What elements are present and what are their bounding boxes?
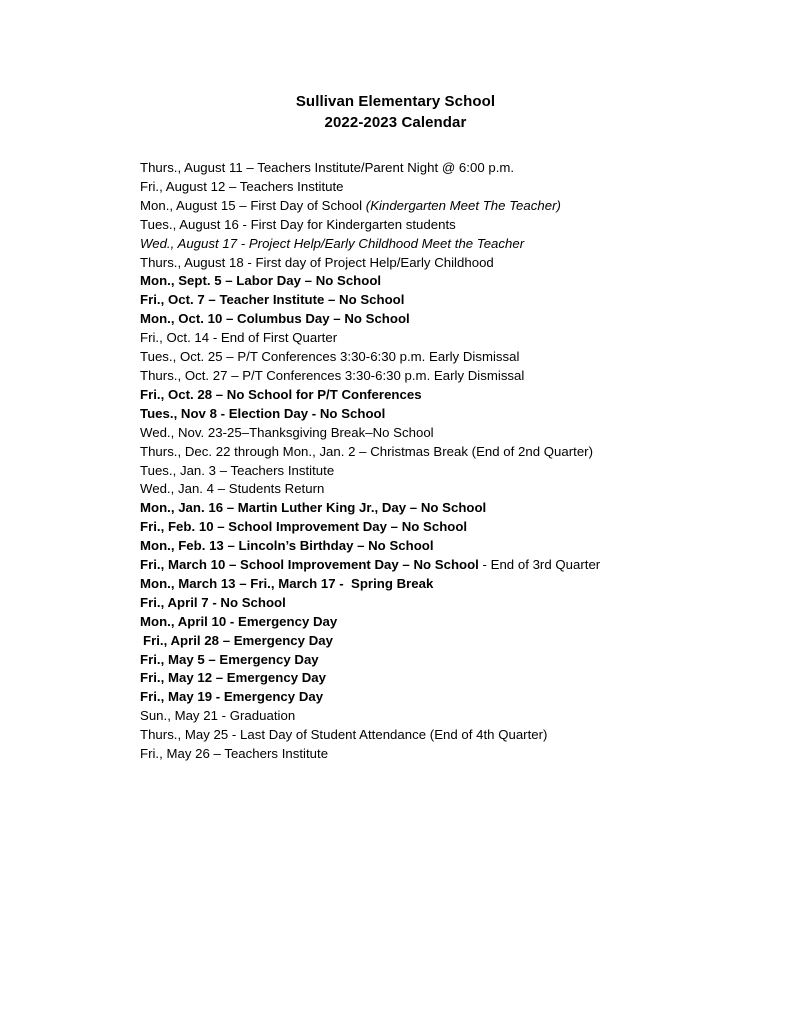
calendar-entry-text: Fri., April 7 - No School bbox=[140, 594, 286, 610]
calendar-entry-text: Fri., Feb. 10 – School Improvement Day – No School bbox=[140, 519, 468, 535]
calendar-entry-text: Fri., March 10 – School Improvement Day – No School bbox=[140, 557, 479, 573]
calendar-entry bbox=[140, 159, 740, 178]
calendar-entry bbox=[140, 499, 740, 518]
calendar-entry-text: Fri., Oct. 7 – Teacher Institute – No School bbox=[140, 292, 405, 308]
calendar-entry-text: Fri., Oct. 14 - End of First Quarter bbox=[140, 330, 338, 346]
calendar-entry-text: Mon., Oct. 10 – Columbus Day – No School bbox=[140, 311, 410, 327]
calendar-entry bbox=[140, 443, 740, 462]
calendar-entry bbox=[140, 575, 740, 594]
calendar-entry bbox=[140, 726, 740, 745]
calendar-entry bbox=[140, 518, 740, 537]
page-title-school-name: Sullivan Elementary School bbox=[295, 93, 496, 110]
calendar-entry-text: Fri., August 12 – Teachers Institute bbox=[140, 178, 344, 194]
calendar-entry bbox=[140, 707, 740, 726]
calendar-entry-text: Sun., May 21 - Graduation bbox=[140, 708, 296, 724]
document-header bbox=[0, 92, 791, 133]
calendar-entry-text: Fri., April 28 – Emergency Day bbox=[143, 632, 333, 648]
calendar-entry bbox=[140, 688, 740, 707]
calendar-entry-text: Mon., Feb. 13 – Lincoln’s Birthday – No School bbox=[140, 538, 434, 554]
calendar-entry bbox=[140, 651, 740, 670]
calendar-entry-note: (Kindergarten Meet The Teacher) bbox=[365, 197, 561, 213]
calendar-entry-text: Thurs., August 11 – Teachers Institute/Parent Night @ 6:00 p.m. bbox=[140, 160, 515, 175]
calendar-entry bbox=[140, 329, 740, 348]
calendar-entry bbox=[140, 178, 740, 197]
calendar-entry bbox=[140, 216, 740, 235]
calendar-entry-text: Fri., Oct. 28 – No School for P/T Conferences bbox=[140, 386, 422, 402]
calendar-entry-text: Tues., Nov 8 - Election Day - No School bbox=[140, 405, 386, 421]
calendar-entry-text: Tues., August 16 - First Day for Kindergarten students bbox=[140, 216, 456, 232]
calendar-entry bbox=[140, 310, 740, 329]
calendar-entry-note: - End of 3rd Quarter bbox=[478, 557, 601, 573]
calendar-entry bbox=[140, 386, 740, 405]
calendar-entry-text: Fri., May 5 – Emergency Day bbox=[140, 651, 319, 667]
calendar-entry bbox=[140, 272, 740, 291]
page-title-calendar-year: 2022-2023 Calendar bbox=[324, 113, 467, 131]
calendar-entry bbox=[140, 537, 740, 556]
calendar-entry bbox=[140, 291, 740, 310]
calendar-entry bbox=[140, 424, 740, 443]
calendar-entry-text: Fri., May 12 – Emergency Day bbox=[140, 670, 327, 686]
calendar-entry-text: Mon., April 10 - Emergency Day bbox=[140, 613, 338, 629]
calendar-entry bbox=[140, 197, 740, 216]
calendar-entry bbox=[140, 367, 740, 386]
calendar-entry bbox=[140, 462, 740, 481]
calendar-entry bbox=[140, 556, 740, 575]
calendar-entry-text: Mon., Sept. 5 – Labor Day – No School bbox=[140, 273, 382, 289]
calendar-entry-list bbox=[140, 159, 740, 764]
calendar-entry-text: Wed., Jan. 4 – Students Return bbox=[140, 481, 325, 497]
calendar-entry bbox=[140, 405, 740, 424]
calendar-entry-text: Tues., Jan. 3 – Teachers Institute bbox=[140, 462, 335, 478]
calendar-entry-text: Thurs., Oct. 27 – P/T Conferences 3:30-6:30 p.m. Early Dismissal bbox=[140, 367, 525, 383]
calendar-entry bbox=[140, 594, 740, 613]
calendar-entry-text: Fri., May 26 – Teachers Institute bbox=[140, 746, 329, 762]
calendar-entry bbox=[140, 235, 740, 254]
calendar-entry bbox=[140, 613, 740, 632]
calendar-entry-text: Thurs., August 18 - First day of Project Help/Early Childhood bbox=[140, 254, 494, 270]
calendar-entry-text: Mon., Jan. 16 – Martin Luther King Jr., Day – No School bbox=[140, 500, 487, 516]
calendar-entry bbox=[140, 669, 740, 688]
calendar-entry-text: Wed., Nov. 23-25–Thanksgiving Break–No School bbox=[140, 424, 434, 440]
calendar-entry-text: Mon., August 15 – First Day of School bbox=[140, 197, 366, 213]
calendar-entry bbox=[140, 254, 740, 273]
calendar-entry-text: Mon., March 13 – Fri., March 17 - Spring Break bbox=[140, 575, 434, 591]
calendar-entry-text: Tues., Oct. 25 – P/T Conferences 3:30-6:30 p.m. Early Dismissal bbox=[140, 349, 520, 365]
calendar-entry-text: Thurs., Dec. 22 through Mon., Jan. 2 – Christmas Break (End of 2nd Quarter) bbox=[140, 443, 594, 459]
calendar-entry-text: Wed., August 17 - Project Help/Early Childhood Meet the Teacher bbox=[140, 235, 525, 251]
calendar-entry-text: Fri., May 19 - Emergency Day bbox=[140, 689, 324, 705]
calendar-entry bbox=[140, 348, 740, 367]
calendar-entry bbox=[140, 480, 740, 499]
calendar-entry bbox=[140, 745, 740, 764]
calendar-entry-text: Thurs., May 25 - Last Day of Student Attendance (End of 4th Quarter) bbox=[140, 727, 548, 743]
calendar-entry bbox=[140, 632, 740, 651]
